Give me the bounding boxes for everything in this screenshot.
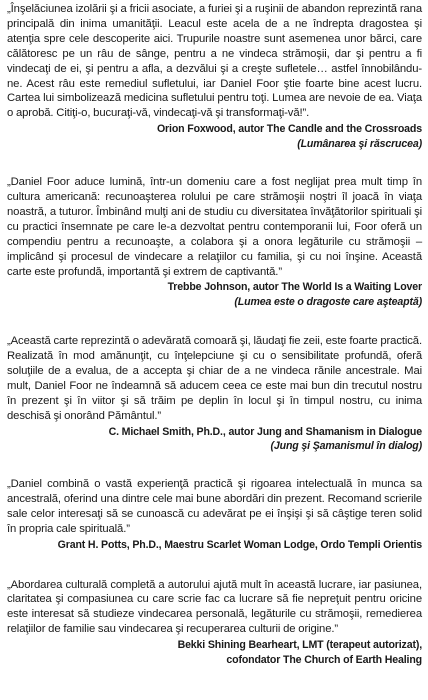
testimonial-orion-foxwood	[7, 2, 422, 151]
testimonial-quote: „Înşelăciunea izolării şi a fricii asociate, a furiei şi a ruşinii de abandon reprezintă rana principală din inima umanităţii. Leacul este acela de a ne îndrepta dragostea şi atenţia spre cele descoperite aici. Trupurile noastre sunt asemenea unor bărci, care călătoresc pe un râu de sânge, pentru a ne vindeca strămoşii, dar şi pentru a fi vindecaţi de ei, şi pentru a afla, a dezvălui şi a creşte sufletele… astfel înnobilându-ne. Acest râu este remediul sufletului, iar Daniel Foor ştie foarte bine acest lucru. Cartea lui simbolizează medicina sufletului pentru toţi. Lumea are nevoie de ea. Viaţa o aprobă. Citiţi-o, bucuraţi-vă, vindecaţi-vă şi transformaţi-vă!”.	[7, 3, 422, 120]
testimonial-author-role: cofondator The Church of Earth Healing	[226, 653, 422, 666]
testimonials-page	[7, 2, 422, 667]
testimonial-quote: „Daniel Foor aduce lumină, într-un domeniu care a fost neglijat prea mult timp în cultura americană: recunoaşterea rolului pe care strămoşii noştri îl joacă în viaţa noastră, a tuturor. Îmbinând mulţi ani de studiu cu diversitatea învăţătorilor spirituali şi cu practici însemnate pe care le-a dezvoltat pentru contemporanii lui, Foor oferă un compendiu pentru a recunoaşte, a colabora şi a onora legăturile cu strămoşii – implicând şi procesul de vindecare a relaţiilor cu familia, şi cu noi înşine. Această carte este profundă, importantă şi extrem de captivantă.”	[7, 176, 422, 278]
testimonial-author: Bekki Shining Bearheart, LMT (terapeut autorizat),	[177, 639, 422, 652]
testimonial-book-title: (Lumânarea şi răscrucea)	[297, 137, 422, 150]
testimonial-book-title: (Lumea este o dragoste care aşteaptă)	[234, 295, 422, 308]
testimonial-author: Trebbe Johnson, autor The World Is a Waiting Lover	[167, 281, 422, 294]
testimonial-bekki-bearheart	[7, 578, 422, 667]
testimonial-quote: „Această carte reprezintă o adevărată comoară şi, lăudaţi fie zeii, este foarte practică. Realizată în mod amănunţit, cu înţelepciune şi cu o sensibilitate profundă, oferă soluţiile de a evalua, de a accepta şi chiar de a ne vindeca rănile ancestrale. Mai mult, Daniel Foor ne îndeamnă să aducem ceea ce este mai bun din trecutul nostru în prezent şi în viitor şi să trăim pe deplin în locul şi în timpul nostru, cu inima deschisă şi onorând Pământul.”	[7, 335, 422, 422]
testimonial-author: Grant H. Potts, Ph.D., Maestru Scarlet Woman Lodge, Ordo Templi Orientis	[57, 539, 422, 552]
testimonial-attribution	[7, 122, 422, 151]
testimonial-quote: „Abordarea culturală completă a autorului ajută mult în această lucrare, iar pasiunea, claritatea şi compasiunea cu care scrie fac ca lucrare să fie nepreţuit pentru oricine este interesat să studieze vindecarea personală, legăturile cu strămoşii, remedierea relaţiilor de familie sau vindecarea şi recuperarea culturii de origine.”	[7, 578, 422, 636]
testimonial-author: Orion Foxwood, autor The Candle and the Crossroads	[156, 123, 422, 136]
testimonial-trebbe-johnson	[7, 175, 422, 309]
testimonial-book-title: (Jung şi Şamanismul în dialog)	[270, 440, 422, 453]
testimonial-attribution	[7, 538, 422, 552]
testimonial-michael-smith	[7, 334, 422, 453]
testimonial-grant-potts	[7, 477, 422, 552]
testimonial-author: C. Michael Smith, Ph.D., autor Jung and Shamanism in Dialogue	[108, 425, 422, 438]
testimonial-attribution	[7, 280, 422, 309]
testimonial-quote: „Daniel combină o vastă experienţă practică şi rigoarea intelectuală în munca sa ancestrală, oferind una dintre cele mai bune abordări din prezent. Recomand scrierile sale celor interesaţi să se cunoască cu adevărat pe ei înşişi şi să câştige teren solid în propria cale spirituală.”	[7, 478, 422, 536]
testimonial-attribution	[7, 638, 422, 667]
testimonial-attribution	[7, 425, 422, 454]
